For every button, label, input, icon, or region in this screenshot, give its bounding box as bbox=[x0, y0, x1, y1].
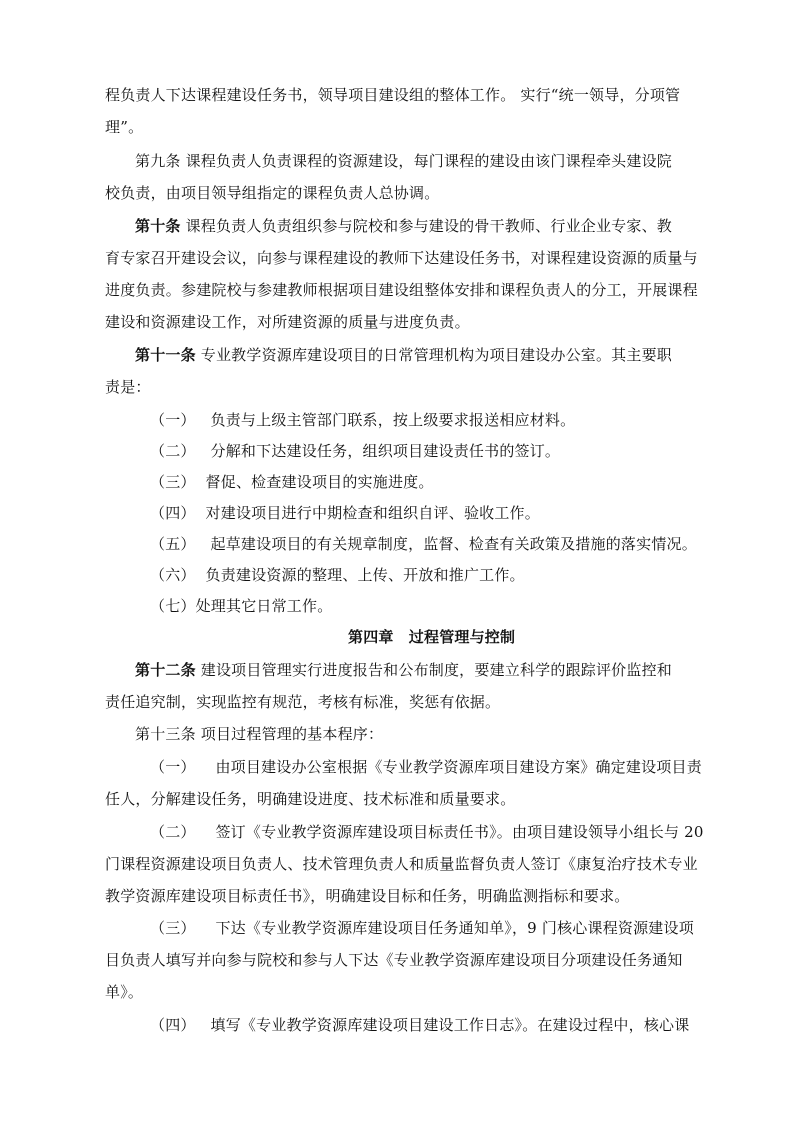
procedure-1-line: 任人，分解建设任务，明确建设进度、技术标准和质量要求。 bbox=[105, 790, 516, 808]
article-11-line bbox=[135, 345, 672, 365]
paragraph-line: 理”。 bbox=[105, 118, 144, 136]
chapter-4-heading: 第四章 过程管理与控制 bbox=[348, 628, 516, 646]
procedure-2-line: （二） 签订《专业教学资源库建设项目标责任书》。由项目建设领导小组长与 20 bbox=[150, 823, 704, 841]
article-10-line: 建设和资源建设工作，对所建资源的质量与进度负责。 bbox=[105, 313, 470, 331]
article-10-line: 进度负责。参建院校与参建教师根据项目建设组整体安排和课程负责人的分工，开展课程 bbox=[105, 281, 698, 299]
article-10-line: 育专家召开建设会议，向参与课程建设的教师下达建设任务书，对课程建设资源的质量与 bbox=[105, 249, 698, 267]
article-12-line: 责任追究制，实现监控有规范，考核有标准，奖惩有依据。 bbox=[105, 693, 501, 711]
article-10-line bbox=[135, 216, 672, 236]
duty-item: （五） 起草建设项目的有关规章制度，监督、检查有关政策及措施的落实情况。 bbox=[150, 535, 697, 553]
procedure-3-line: 单》。 bbox=[105, 983, 144, 1001]
article-9-line: 校负责，由项目领导组指定的课程负责人总协调。 bbox=[105, 184, 440, 202]
procedure-3-line: 目负责人填写并向参与院校和参与人下达《专业教学资源库建设项目分项建设任务通知 bbox=[105, 951, 683, 969]
article-12-heading: 第十二条 bbox=[135, 661, 196, 679]
article-13-line: 第十三条 项目过程管理的基本程序： bbox=[135, 725, 384, 743]
duty-item: （四） 对建设项目进行中期检查和组织自评、验收工作。 bbox=[150, 504, 540, 522]
duty-item: （二） 分解和下达建设任务，组织项目建设责任书的签订。 bbox=[150, 442, 561, 460]
procedure-1-line: （一） 由项目建设办公室根据《专业教学资源库项目建设方案》确定建设项目责 bbox=[150, 758, 702, 776]
article-9-line: 第九条 课程负责人负责课程的资源建设，每门课程的建设由该门课程牵头建设院 bbox=[135, 152, 672, 170]
article-11-heading: 第十一条 bbox=[135, 346, 196, 364]
procedure-4-line: （四） 填写《专业教学资源库建设项目建设工作日志》。在建设过程中，核心课 bbox=[150, 1016, 690, 1034]
procedure-2-line: 教学资源库建设项目标责任书》，明确建设目标和任务，明确监测指标和要求。 bbox=[105, 887, 630, 905]
article-10-heading: 第十条 bbox=[135, 217, 181, 235]
duty-item: （一） 负责与上级主管部门联系，按上级要求报送相应材料。 bbox=[150, 411, 576, 429]
article-11-text: 专业教学资源库建设项目的日常管理机构为项目建设办公室。其主要职 bbox=[200, 346, 672, 364]
article-10-text: 课程负责人负责组织参与院校和参与建设的骨干教师、行业企业专家、教 bbox=[185, 217, 672, 235]
article-12-line bbox=[135, 660, 672, 680]
article-12-text: 建设项目管理实行进度报告和公布制度，要建立科学的跟踪评价监控和 bbox=[200, 661, 672, 679]
duty-item: （七）处理其它日常工作。 bbox=[150, 597, 333, 615]
article-11-line: 责是： bbox=[105, 378, 151, 396]
duty-item: （三） 督促、检查建设项目的实施进度。 bbox=[150, 473, 434, 491]
paragraph-line: 程负责人下达课程建设任务书，领导项目建设组的整体工作。 实行“统一领导，分项管 bbox=[105, 86, 681, 104]
procedure-3-line: （三） 下达《专业教学资源库建设项目任务通知单》，9 门核心课程资源建设项 bbox=[150, 919, 694, 937]
duty-item: （六） 负责建设资源的整理、上传、开放和推广工作。 bbox=[150, 566, 525, 584]
procedure-2-line: 门课程资源建设项目负责人、技术管理负责人和质量监督负责人签订《康复治疗技术专业 bbox=[105, 855, 698, 873]
